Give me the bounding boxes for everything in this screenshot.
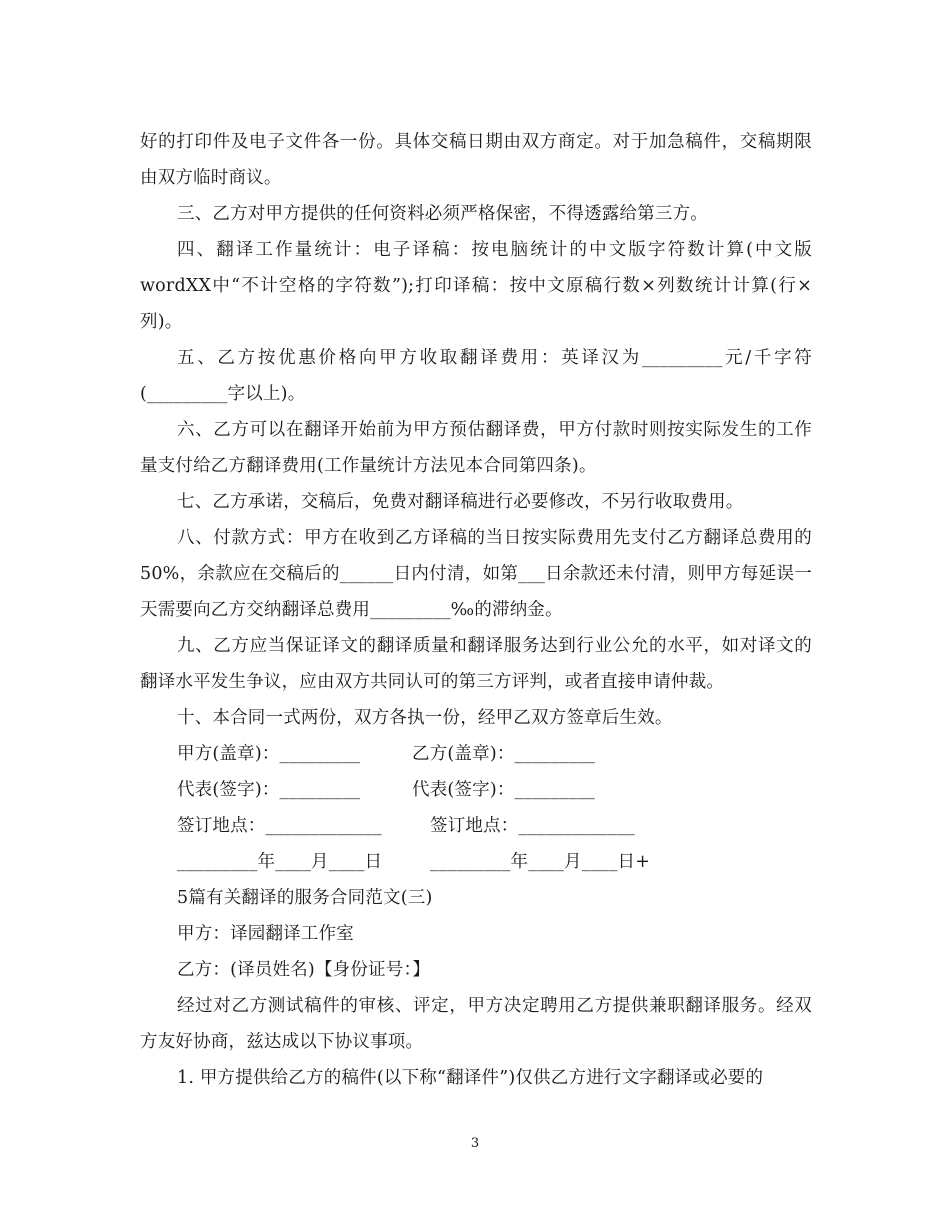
signature-row-representative bbox=[140, 772, 812, 808]
party-b-seal: 乙方(盖章)：_________ bbox=[412, 744, 596, 764]
signature-row-place bbox=[140, 808, 812, 844]
section-title: 5篇有关翻译的服务合同范文(三) bbox=[177, 888, 433, 908]
signature-row-date bbox=[140, 844, 812, 880]
page-number: 3 bbox=[470, 1136, 480, 1151]
party-a-seal: 甲方(盖章)：_________ bbox=[177, 744, 361, 764]
party-a-name: 甲方：译园翻译工作室 bbox=[177, 924, 354, 944]
clause-1-partial: 1. 甲方提供给乙方的稿件(以下称“翻译件”)仅供乙方进行文字翻译或必要的 bbox=[177, 1068, 764, 1088]
signature-row-seal bbox=[140, 736, 812, 772]
party-b-date: _________年____月____日+ bbox=[430, 852, 651, 872]
document-body bbox=[140, 124, 812, 1096]
clause-5-pricing: 五、乙方按优惠价格向甲方收取翻译费用：英译汉为_________元/千字符(_________字以上)。 bbox=[140, 348, 812, 404]
clause-9-quality: 九、乙方应当保证译文的翻译质量和翻译服务达到行业公允的水平，如对译文的翻译水平发生争议，应由双方共同认可的第三方评判，或者直接申请仲裁。 bbox=[140, 636, 812, 692]
clause-6-estimate: 六、乙方可以在翻译开始前为甲方预估翻译费，甲方付款时则按实际发生的工作量支付给乙方翻译费用(工作量统计方法见本合同第四条)。 bbox=[140, 420, 812, 476]
paragraph-delivery: 好的打印件及电子文件各一份。具体交稿日期由双方商定。对于加急稿件，交稿期限由双方临时商议。 bbox=[140, 132, 812, 188]
agreement-intro: 经过对乙方测试稿件的审核、评定，甲方决定聘用乙方提供兼职翻译服务。经双方友好协商，兹达成以下协议事项。 bbox=[140, 996, 812, 1052]
party-b-representative: 代表(签字)：_________ bbox=[412, 780, 596, 800]
party-a-representative: 代表(签字)：_________ bbox=[177, 780, 361, 800]
party-b-signing-place: 签订地点：_____________ bbox=[430, 816, 635, 836]
clause-3-confidentiality: 三、乙方对甲方提供的任何资料必须严格保密，不得透露给第三方。 bbox=[177, 204, 708, 224]
party-a-date: _________年____月____日 bbox=[177, 852, 383, 872]
clause-4-workload: 四、翻译工作量统计：电子译稿：按电脑统计的中文版字符数计算(中文版wordXX中“不计空格的字符数”);打印译稿：按中文原稿行数×列数统计计算(行×列)。 bbox=[140, 240, 812, 332]
clause-7-revisions: 七、乙方承诺，交稿后，免费对翻译稿进行必要修改，不另行收取费用。 bbox=[177, 492, 744, 512]
clause-10-effect: 十、本合同一式两份，双方各执一份，经甲乙双方签章后生效。 bbox=[177, 708, 673, 728]
clause-8-payment: 八、付款方式：甲方在收到乙方译稿的当日按实际费用先支付乙方翻译总费用的50%，余款应在交稿后的______日内付清，如第___日余款还未付清，则甲方每延误一天需要向乙方交纳翻译总费用_________‰的滞纳金。 bbox=[140, 528, 812, 620]
party-b-name: 乙方：(译员姓名)【身份证号：】 bbox=[177, 960, 431, 980]
party-a-signing-place: 签订地点：_____________ bbox=[177, 816, 382, 836]
